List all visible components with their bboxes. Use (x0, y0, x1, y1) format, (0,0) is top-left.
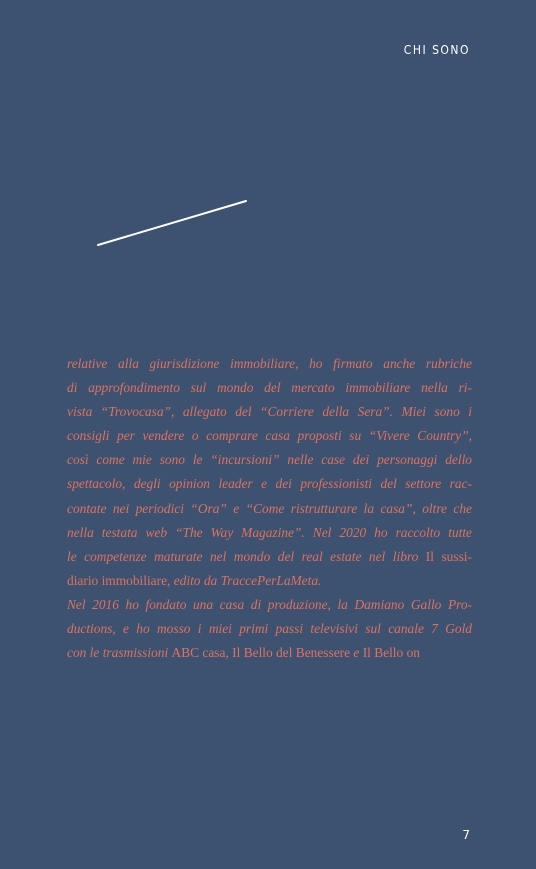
text-line (67, 617, 472, 641)
text-segment: di approfondimento sul mondo del mercato immobiliare nella ri- (67, 380, 472, 396)
text-segment: contate nei periodici “Ora” e “Come ristrutturare la casa”, oltre che (67, 500, 472, 516)
text-segment: , (225, 645, 233, 661)
text-segment: Il Bello del Benessere (232, 645, 351, 661)
text-segment: con le trasmissioni (67, 645, 172, 661)
section-title: CHI SONO (403, 43, 470, 57)
text-segment: vista “Trovocasa”, allegato del “Corriere della Sera”. Miei sono i (67, 404, 472, 420)
text-line (67, 448, 472, 472)
page-number: 7 (462, 828, 470, 842)
text-segment: ductions, e ho mosso i miei primi passi televisivi sul canale 7 Gold (67, 621, 472, 637)
text-line (67, 352, 472, 376)
text-line (67, 593, 472, 617)
text-segment: Nel 2016 ho fondato una casa di produzione, la Damiano Gallo Pro- (67, 596, 472, 612)
text-line (67, 400, 472, 424)
body-text (67, 352, 472, 665)
text-segment: relative alla giurisdizione immobiliare, ho firmato anche rubriche (67, 356, 472, 371)
text-segment: le competenze maturate nel mondo del real estate nel libro (67, 548, 426, 564)
text-segment: spettacolo, degli opinion leader e dei professionisti del settore rac- (67, 476, 472, 492)
text-line (67, 376, 472, 400)
text-segment: diario immobiliare (67, 572, 168, 588)
text-segment: Il Bello on (362, 645, 420, 661)
text-line (67, 641, 472, 665)
text-segment: così come mie sono le “incursioni” nelle case dei personaggi dello (67, 452, 472, 468)
text-segment: Il sussi- (425, 548, 472, 564)
text-segment: nella testata web “The Way Magazine”. Nel 2020 ho raccolto tutte (67, 524, 472, 540)
text-line (67, 569, 472, 593)
text-line (67, 424, 472, 448)
text-segment: e (350, 645, 363, 661)
text-line (67, 545, 472, 569)
text-line (67, 521, 472, 545)
text-segment: ABC casa (171, 645, 226, 661)
text-segment: consigli per vendere o comprare casa proposti su “Vivere Country”, (67, 428, 472, 444)
text-segment: , edito da TraccePerLaMeta. (167, 572, 322, 588)
text-line (67, 497, 472, 521)
text-line (67, 472, 472, 496)
